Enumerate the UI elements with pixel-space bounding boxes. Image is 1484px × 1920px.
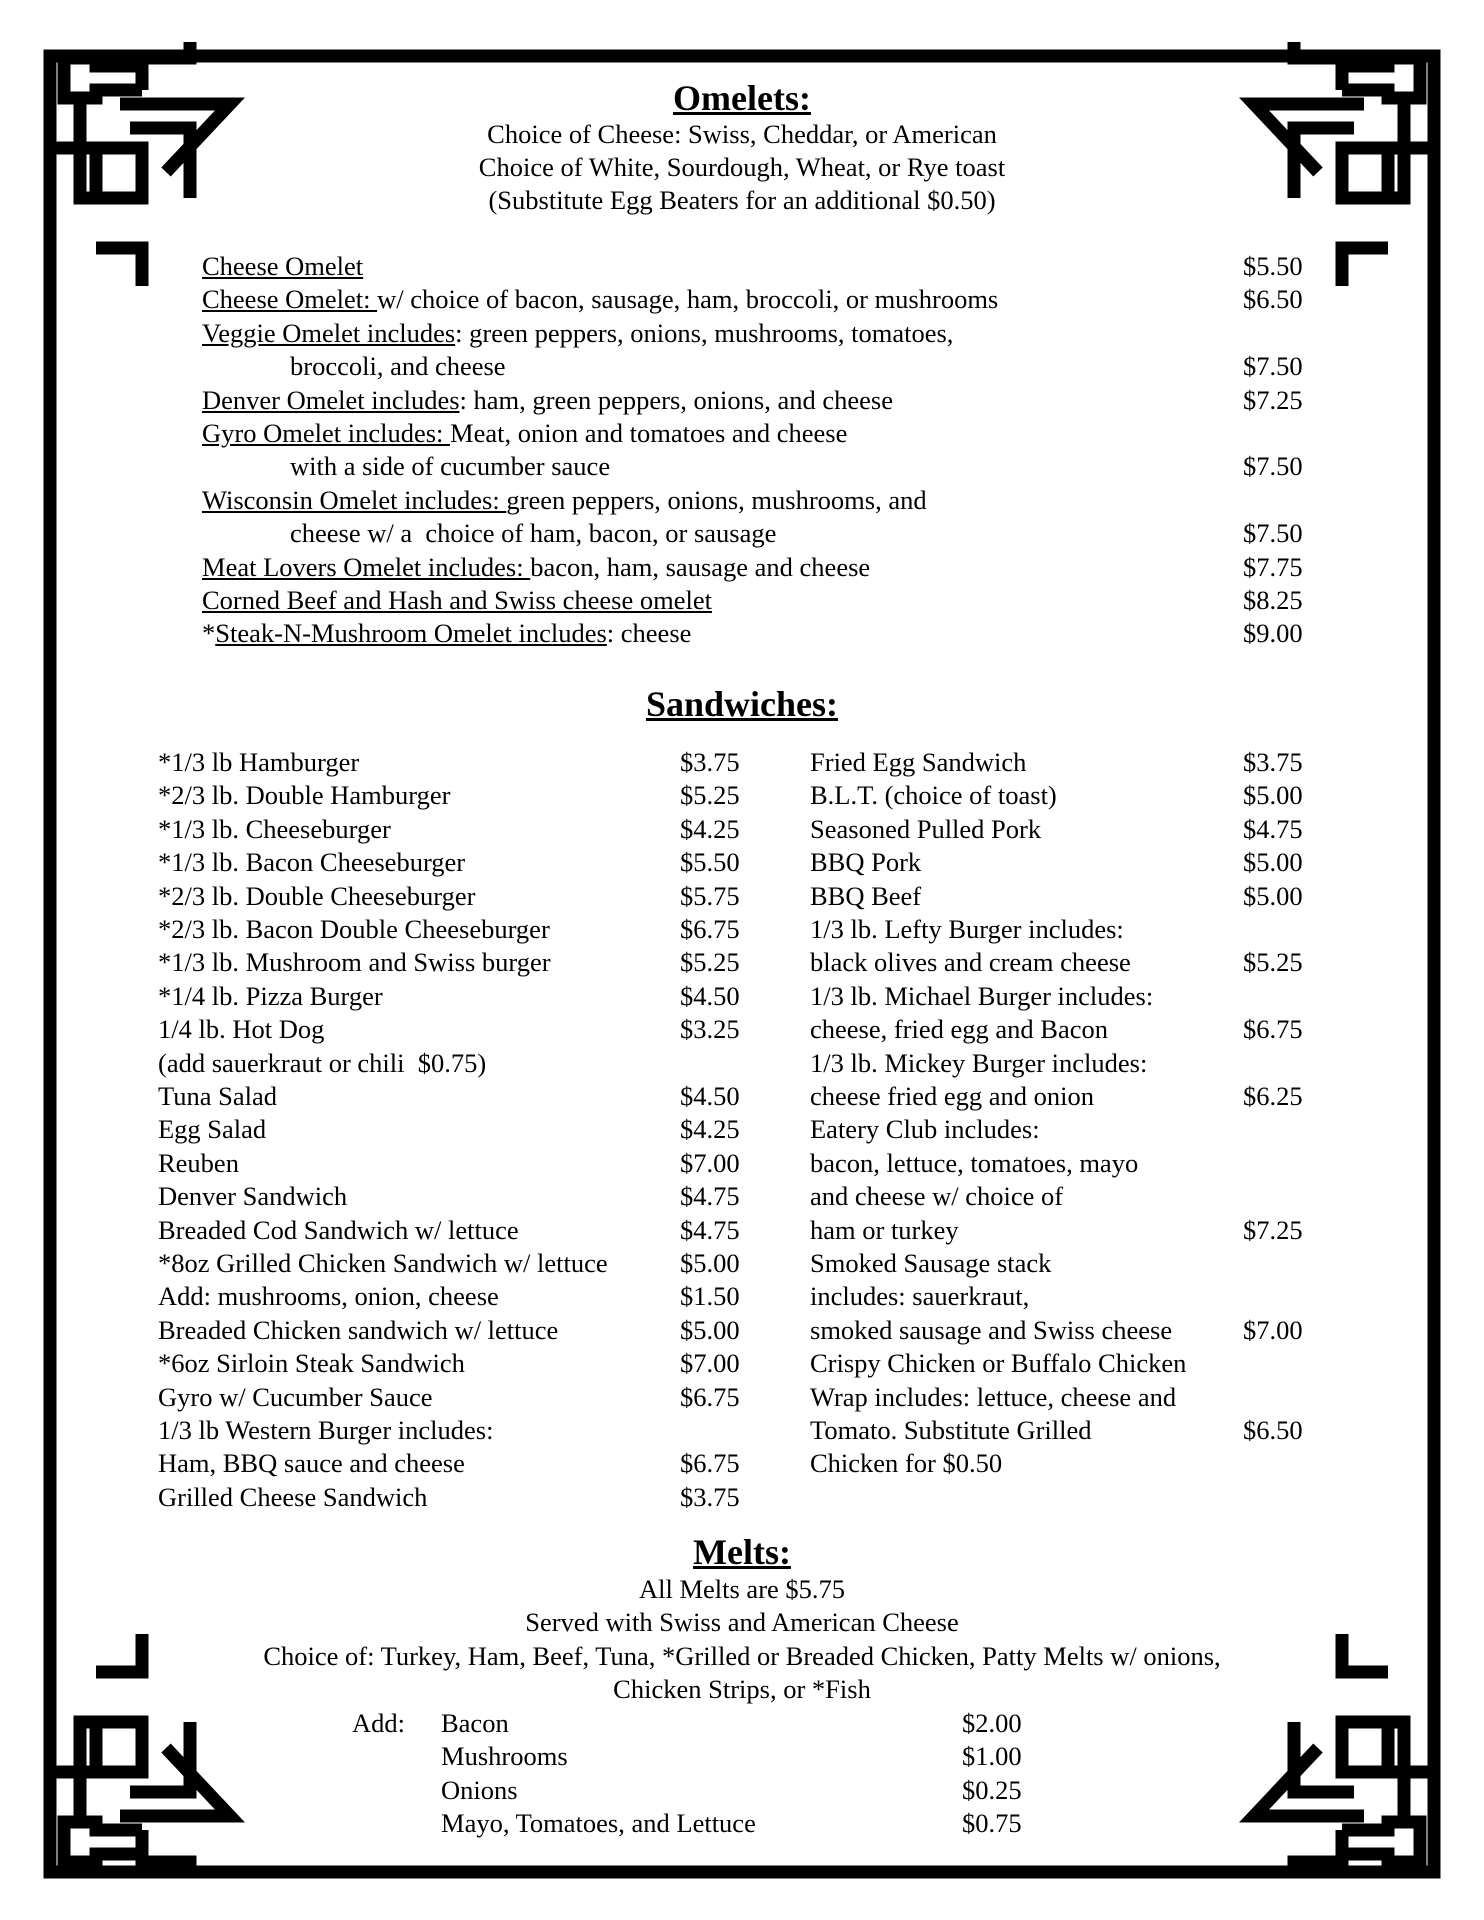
sandwich-item: Gyro w/ Cucumber Sauce: [158, 1381, 433, 1412]
omelet-item-marker: *: [202, 618, 216, 649]
sandwich-item-price: $3.75: [680, 747, 740, 777]
sandwich-item-price: $4.50: [680, 980, 740, 1011]
sandwich-item: Grilled Cheese Sandwich: [158, 1481, 428, 1512]
omelet-item-continuation: cheese w/ a choice of ham, bacon, or sausage: [290, 518, 777, 549]
sandwich-item: *8oz Grilled Chicken Sandwich w/ lettuce: [158, 1248, 608, 1278]
omelet-item-price: $8.25: [1243, 585, 1303, 615]
sandwich-item: bacon, lettuce, tomatoes, mayo: [810, 1147, 1139, 1178]
sandwich-item-price: $5.00: [680, 1314, 740, 1345]
melt-addon-price: $2.00: [962, 1708, 1022, 1738]
sandwich-item: Egg Salad: [158, 1114, 267, 1145]
sandwich-item: includes: sauerkraut,: [810, 1281, 1030, 1312]
sandwich-item: smoked sausage and Swiss cheese: [810, 1314, 1173, 1345]
omelet-item-description: : cheese: [606, 618, 692, 649]
melts-intro-line: Chicken Strips, or *Fish: [613, 1674, 871, 1704]
sandwich-item-price: $5.75: [680, 880, 740, 911]
omelet-item-name: Cheese Omelet: [202, 251, 364, 281]
omelet-item: [202, 551, 870, 583]
sandwich-item-price: $6.25: [1243, 1081, 1303, 1111]
omelet-item: [202, 417, 847, 449]
sandwich-item-price: $3.75: [680, 1481, 740, 1512]
sandwich-item-price: $4.25: [680, 813, 740, 844]
sandwich-item: Fried Egg Sandwich: [810, 747, 1027, 777]
sandwich-item-price: $7.00: [680, 1348, 740, 1379]
sandwich-item-price: $5.00: [680, 1248, 740, 1278]
omelet-item-continuation: with a side of cucumber sauce: [290, 451, 611, 482]
sandwich-item: Denver Sandwich: [158, 1181, 348, 1212]
omelet-item: [202, 384, 893, 416]
omelet-item-description: Meat, onion and tomatoes and cheese: [450, 418, 848, 448]
sandwich-item: 1/3 lb. Mickey Burger includes:: [810, 1047, 1148, 1078]
sandwich-item-price: $6.75: [1243, 1014, 1303, 1045]
sandwich-item: (add sauerkraut or chili $0.75): [158, 1047, 487, 1078]
sandwich-item: Eatery Club includes:: [810, 1114, 1040, 1145]
omelet-item-description: : ham, green peppers, onions, and cheese: [459, 384, 893, 415]
sandwich-item-price: $6.75: [680, 914, 740, 944]
melts-add-label: Add:: [352, 1708, 405, 1738]
sandwich-item: Wrap includes: lettuce, cheese and: [810, 1381, 1177, 1412]
sandwich-item-price: $5.50: [680, 847, 740, 878]
sandwich-item-price: $5.25: [680, 780, 740, 811]
sandwich-item-price: $7.00: [680, 1147, 740, 1178]
sandwich-item-price: $7.00: [1243, 1314, 1303, 1345]
omelet-item-description: : green peppers, onions, mushrooms, tomatoes,: [455, 317, 954, 348]
sandwich-item-price: $4.50: [680, 1081, 740, 1111]
melt-addon-price: $0.75: [962, 1808, 1022, 1839]
omelet-item-description: green peppers, onions, mushrooms, and: [506, 484, 927, 515]
sandwich-item: *1/3 lb Hamburger: [158, 747, 360, 777]
omelet-item-price: $6.50: [1243, 284, 1303, 315]
sandwich-item-price: $5.00: [1243, 780, 1303, 811]
sandwich-item: Tuna Salad: [158, 1081, 278, 1111]
sandwich-item: *1/3 lb. Mushroom and Swiss burger: [158, 947, 551, 978]
sandwich-item-price: $4.75: [680, 1214, 740, 1245]
melt-addon-price: $0.25: [962, 1774, 1022, 1805]
sandwich-item: Breaded Chicken sandwich w/ lettuce: [158, 1314, 559, 1345]
omelet-item: [202, 617, 691, 649]
omelet-item-price: $7.50: [1243, 451, 1303, 482]
sandwich-item: B.L.T. (choice of toast): [810, 780, 1057, 811]
sandwich-item: Smoked Sausage stack: [810, 1248, 1052, 1278]
sandwich-item-price: $6.75: [680, 1448, 740, 1479]
sandwich-item: 1/3 lb. Michael Burger includes:: [810, 980, 1154, 1011]
sandwich-item-price: $4.75: [1243, 813, 1303, 844]
sandwich-item-price: $5.00: [1243, 847, 1303, 878]
omelet-item: [202, 250, 363, 282]
omelet-item-name: Denver Omelet includes: [202, 384, 460, 415]
omelets-intro-line: Choice of White, Sourdough, Wheat, or Rye toast: [478, 152, 1006, 182]
omelet-item-name: Gyro Omelet includes:: [202, 418, 451, 448]
melts-intro-line: Choice of: Turkey, Ham, Beef, Tuna, *Grilled or Breaded Chicken, Patty Melts w/ onions,: [263, 1641, 1221, 1671]
sandwich-item: BBQ Beef: [810, 880, 922, 911]
sandwich-item-price: $1.50: [680, 1281, 740, 1312]
omelet-item-name: Cheese Omelet:: [202, 284, 378, 315]
sandwich-item-price: $6.50: [1243, 1415, 1303, 1445]
melts-intro-line: Served with Swiss and American Cheese: [525, 1607, 959, 1637]
melt-addon-price: $1.00: [962, 1741, 1022, 1772]
omelet-item-name: Steak-N-Mushroom Omelet includes: [215, 618, 607, 649]
sandwich-item: 1/3 lb. Lefty Burger includes:: [810, 914, 1124, 944]
omelet-item-name: Corned Beef and Hash and Swiss cheese omelet: [202, 585, 712, 615]
omelets-intro-line: Choice of Cheese: Swiss, Cheddar, or American: [487, 119, 997, 149]
sandwich-item: Ham, BBQ sauce and cheese: [158, 1448, 465, 1479]
omelet-item-price: $9.00: [1243, 618, 1303, 649]
sandwich-item: Tomato. Substitute Grilled: [810, 1415, 1092, 1445]
omelet-item-price: $7.75: [1243, 551, 1303, 582]
sandwich-item: cheese, fried egg and Bacon: [810, 1014, 1108, 1045]
sandwich-item-price: $7.25: [1243, 1214, 1303, 1245]
omelet-item-description: w/ choice of bacon, sausage, ham, broccoli, or mushrooms: [377, 284, 999, 315]
sandwich-item: Chicken for $0.50: [810, 1448, 1003, 1479]
omelet-item-price: $7.50: [1243, 518, 1303, 549]
sandwich-item: Crispy Chicken or Buffalo Chicken: [810, 1348, 1187, 1379]
sandwich-item: Seasoned Pulled Pork: [810, 813, 1042, 844]
omelet-item-name: Wisconsin Omelet includes:: [202, 484, 507, 515]
omelet-item: [202, 584, 712, 616]
omelet-item-name: Veggie Omelet includes: [202, 317, 456, 348]
sandwich-item: cheese fried egg and onion: [810, 1081, 1095, 1111]
melt-addon-item: Mushrooms: [441, 1741, 568, 1772]
sandwich-item-price: $5.00: [1243, 880, 1303, 911]
sandwich-item: black olives and cream cheese: [810, 947, 1131, 978]
sandwich-item: *1/4 lb. Pizza Burger: [158, 980, 383, 1011]
sandwich-item: ham or turkey: [810, 1214, 959, 1245]
melts-intro-line: All Melts are $5.75: [638, 1574, 846, 1604]
melt-addon-item: Onions: [441, 1774, 518, 1805]
sandwich-item: *2/3 lb. Double Hamburger: [158, 780, 451, 811]
sandwich-item: 1/3 lb Western Burger includes:: [158, 1415, 494, 1445]
sandwich-item: *1/3 lb. Cheeseburger: [158, 813, 391, 844]
sandwich-item-price: $3.75: [1243, 747, 1303, 777]
sandwich-item: *1/3 lb. Bacon Cheeseburger: [158, 847, 466, 878]
omelet-item-name: Meat Lovers Omelet includes:: [202, 551, 531, 582]
sandwich-item: Breaded Cod Sandwich w/ lettuce: [158, 1214, 519, 1245]
omelet-item: [202, 484, 927, 516]
sandwich-item-price: $5.25: [1243, 947, 1303, 978]
omelet-item-description: bacon, ham, sausage and cheese: [530, 551, 871, 582]
melt-addon-item: Bacon: [441, 1708, 509, 1738]
melts-title: Melts:: [693, 1532, 791, 1572]
sandwich-item: 1/4 lb. Hot Dog: [158, 1014, 325, 1045]
sandwich-item-price: $4.75: [680, 1181, 740, 1212]
sandwich-item: *2/3 lb. Double Cheeseburger: [158, 880, 476, 911]
omelet-item-price: $7.50: [1243, 351, 1303, 382]
sandwich-item-price: $6.75: [680, 1381, 740, 1412]
sandwich-item: BBQ Pork: [810, 847, 922, 878]
omelet-item: [202, 283, 998, 315]
sandwich-item: Reuben: [158, 1147, 239, 1178]
omelet-item-continuation: broccoli, and cheese: [290, 351, 506, 382]
sandwich-item-price: $5.25: [680, 947, 740, 978]
sandwiches-title: Sandwiches:: [645, 684, 839, 724]
sandwich-item: *6oz Sirloin Steak Sandwich: [158, 1348, 465, 1379]
sandwich-item: *2/3 lb. Bacon Double Cheeseburger: [158, 914, 550, 944]
omelet-item-price: $7.25: [1243, 384, 1303, 415]
sandwich-item-price: $3.25: [680, 1014, 740, 1045]
sandwich-item: and cheese w/ choice of: [810, 1181, 1064, 1212]
omelet-item: [202, 317, 953, 349]
melt-addon-item: Mayo, Tomatoes, and Lettuce: [441, 1808, 756, 1839]
sandwich-item: Add: mushrooms, onion, cheese: [158, 1281, 499, 1312]
sandwich-item-price: $4.25: [680, 1114, 740, 1145]
omelet-item-price: $5.50: [1243, 251, 1303, 281]
omelets-intro-line: (Substitute Egg Beaters for an additional $0.50): [488, 185, 996, 215]
omelets-title: Omelets:: [673, 78, 811, 118]
